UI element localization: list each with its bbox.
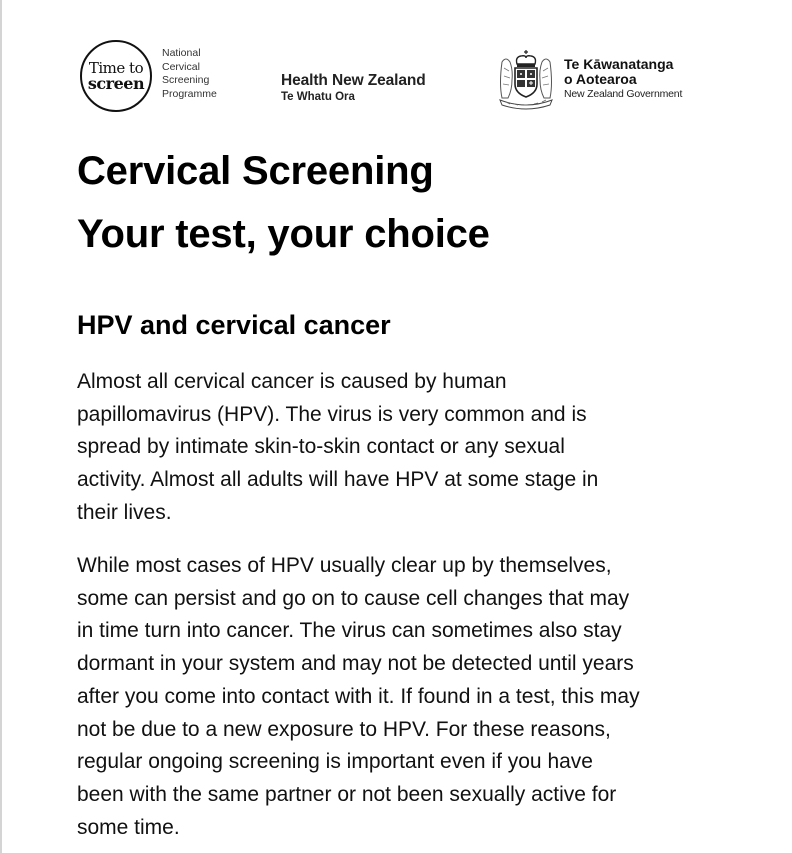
page-edge	[0, 0, 2, 853]
subtitle-line: Your test, your choice	[77, 212, 490, 256]
logo-text-line2: screen	[87, 73, 145, 93]
programme-name	[162, 47, 217, 101]
paragraph-line: papillomavirus (HPV). The virus is very common and is	[77, 402, 587, 426]
paragraph-line: regular ongoing screening is important even if you have	[77, 750, 593, 774]
gov-english-line: New Zealand Government	[564, 87, 683, 100]
programme-line: Cervical	[162, 60, 200, 73]
section-heading: HPV and cervical cancer	[77, 310, 391, 340]
programme-line: National	[162, 47, 201, 59]
paragraph-line: after you come into contact with it. If found in a test, this may	[77, 684, 640, 708]
paragraph-hpv-cause	[77, 366, 757, 530]
nz-government-logo	[494, 48, 682, 110]
time-to-screen-circle-icon	[80, 40, 152, 112]
document-title	[77, 140, 490, 266]
health-nz-logo	[281, 72, 426, 104]
time-to-screen-logo	[80, 40, 217, 112]
gov-maori-line2: o Aotearoa	[564, 70, 637, 87]
paragraph-line: not be due to a new exposure to HPV. For these reasons,	[77, 717, 611, 741]
paragraph-line: some time.	[77, 815, 180, 839]
gov-maori-line1: Te Kāwanatanga	[564, 55, 674, 72]
health-nz-title: Health New Zealand	[281, 72, 426, 89]
health-nz-subtitle: Te Whatu Ora	[281, 91, 355, 103]
programme-line: Programme	[162, 87, 217, 100]
programme-line: Screening	[162, 74, 210, 86]
paragraph-line: some can persist and go on to cause cell changes that may	[77, 586, 630, 610]
paragraph-line: While most cases of HPV usually clear up by themselves,	[77, 554, 612, 577]
title-line: Cervical Screening	[77, 149, 434, 193]
logo-text-line1: Time to	[88, 59, 144, 78]
nz-coat-of-arms-icon	[494, 48, 558, 110]
paragraph-line: been with the same partner or not been sexually active for	[77, 782, 617, 806]
paragraph-line: spread by intimate skin-to-skin contact or any sexual	[77, 435, 565, 459]
paragraph-line: activity. Almost all adults will have HPV at some stage in	[77, 468, 599, 492]
nz-government-wordmark	[564, 57, 682, 102]
paragraph-line: their lives.	[77, 500, 172, 524]
paragraph-line: dormant in your system and may not be detected until years	[77, 652, 634, 676]
paragraph-hpv-persistence	[77, 550, 757, 844]
paragraph-line: in time turn into cancer. The virus can sometimes also stay	[77, 619, 622, 643]
paragraph-line: Almost all cervical cancer is caused by human	[77, 370, 507, 393]
